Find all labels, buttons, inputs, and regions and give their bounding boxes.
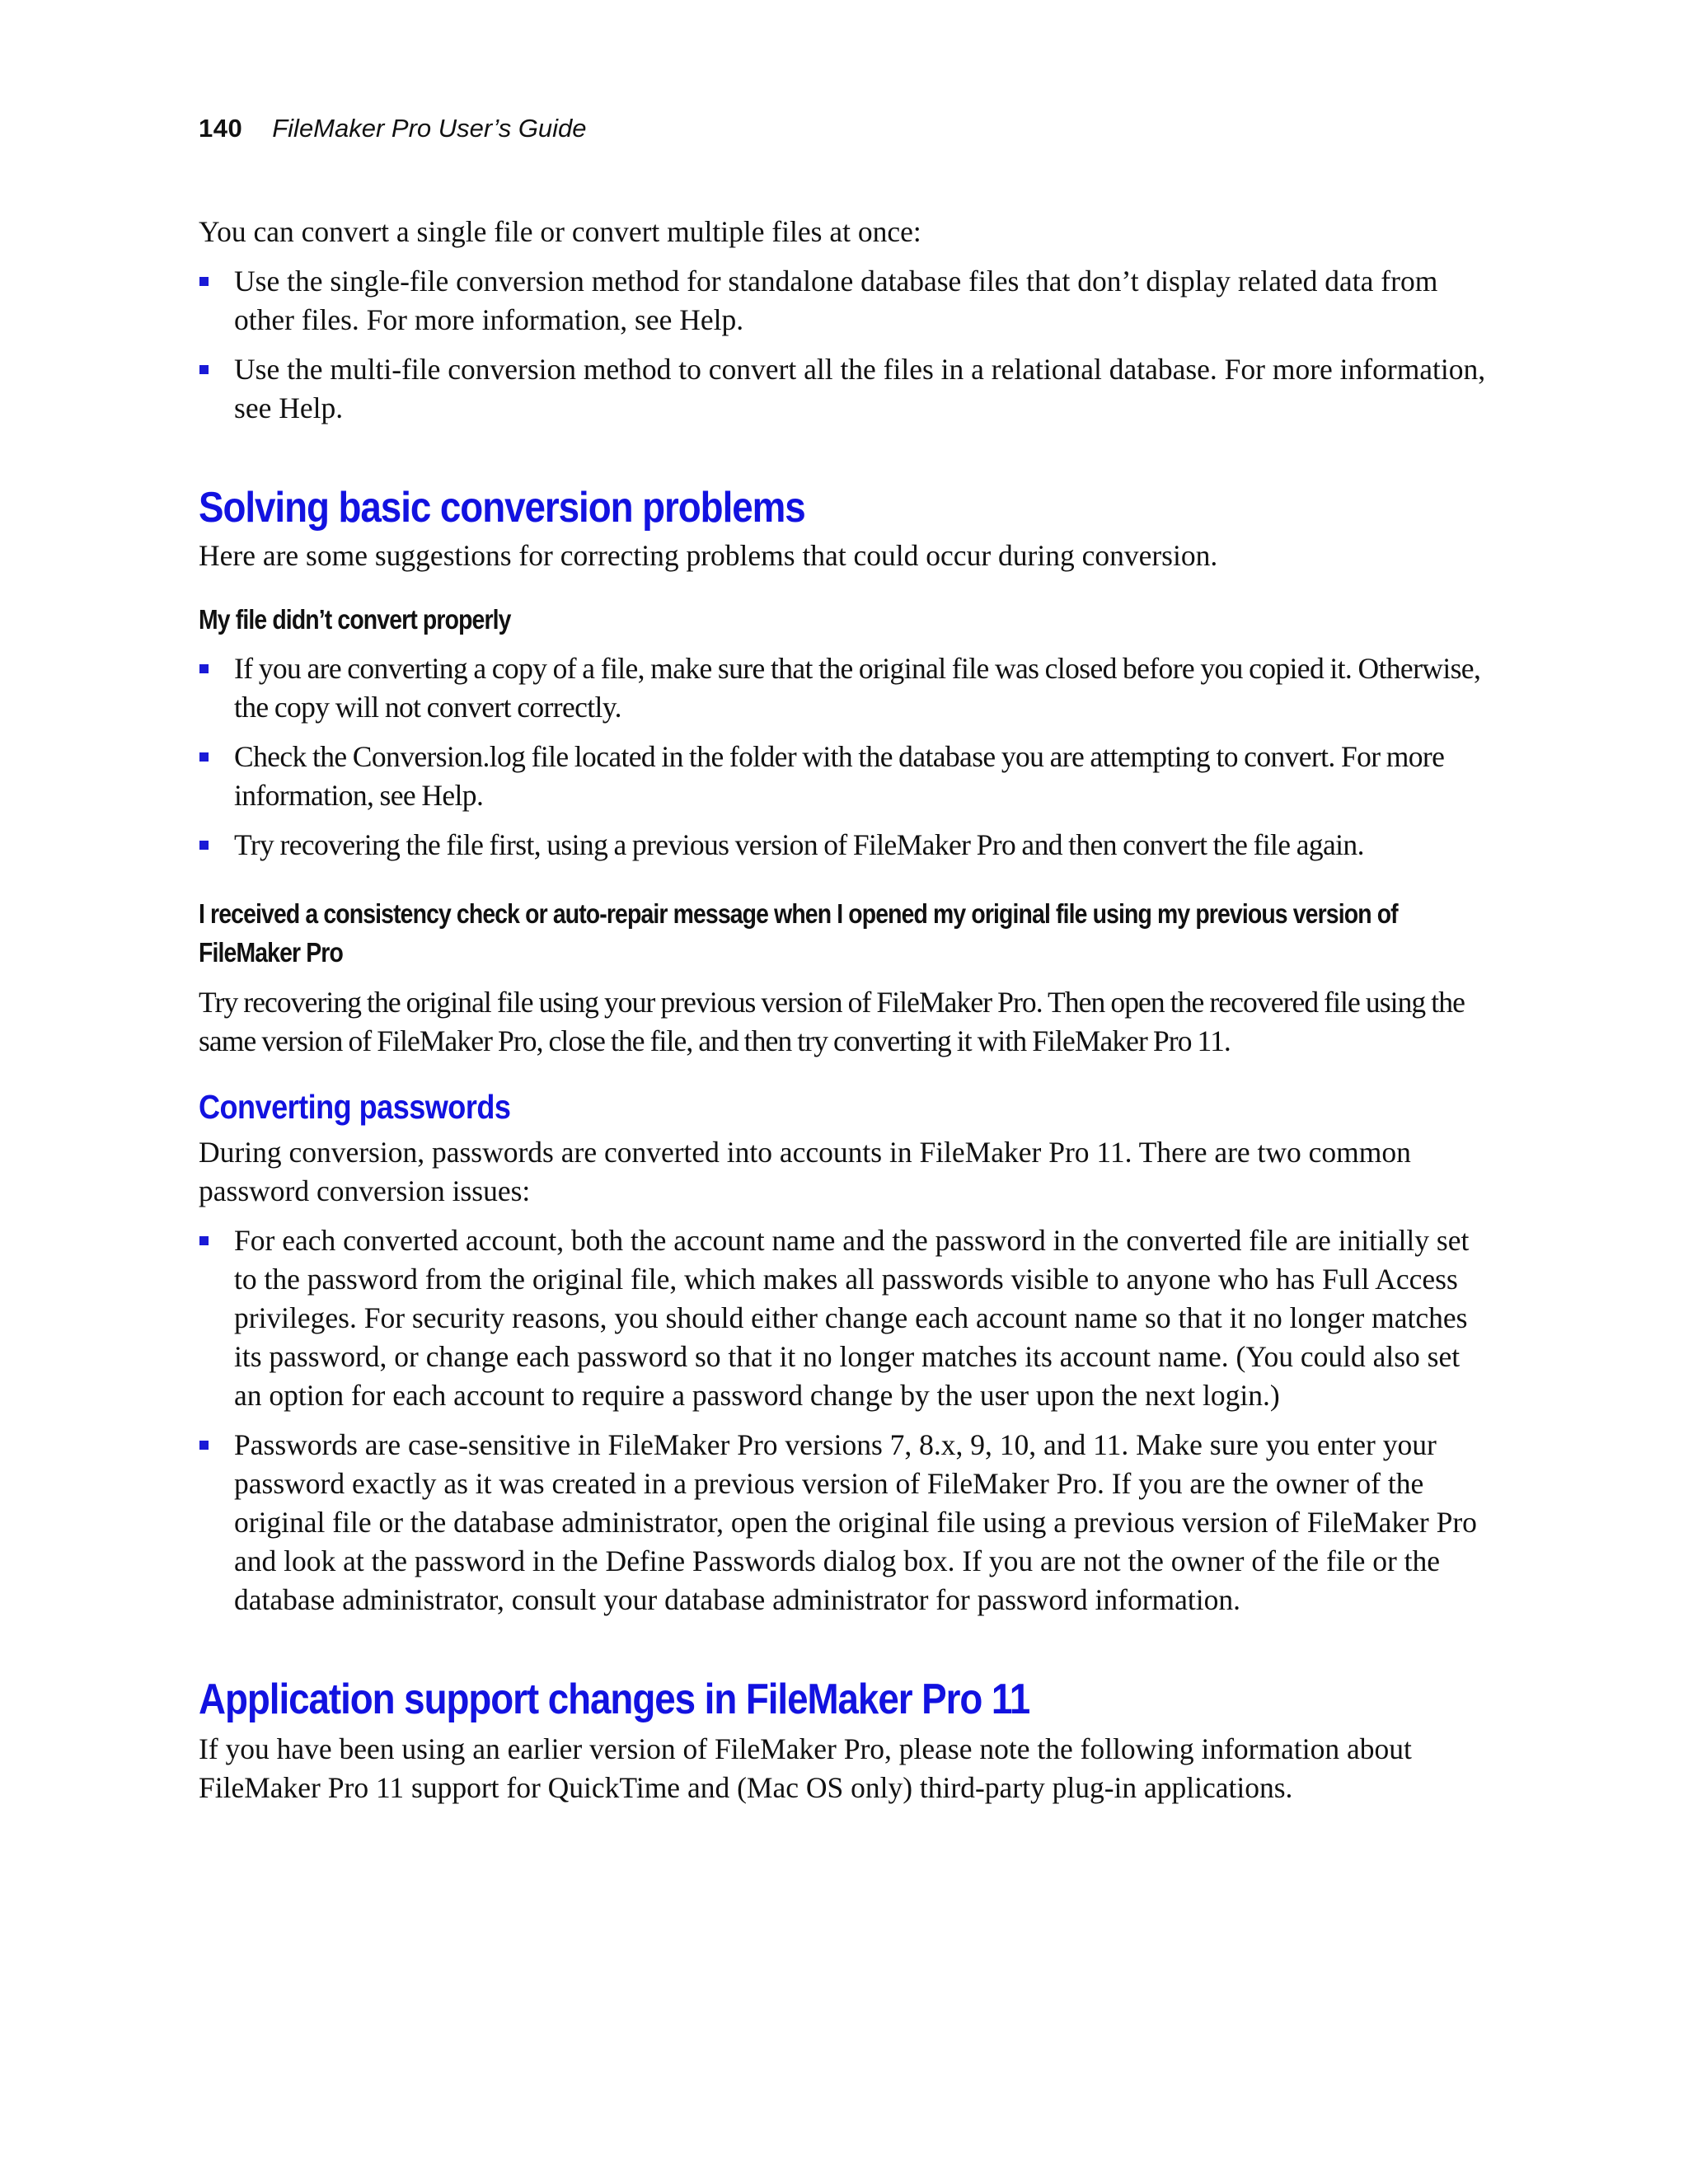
solving-intro-paragraph: Here are some suggestions for correcting problems that could occur during conversion. bbox=[199, 539, 1218, 572]
book-title: FileMaker Pro User’s Guide bbox=[272, 114, 587, 143]
page-number: 140 bbox=[199, 114, 243, 143]
square-bullet-icon bbox=[199, 664, 209, 673]
list-item bbox=[199, 826, 1493, 865]
list-item-text: Use the multi-file conversion method to convert all the files in a relational database. For more information, see Help. bbox=[234, 353, 1486, 424]
section-heading-app-support: Application support changes in FileMaker Pro 11 bbox=[199, 1675, 1030, 1723]
passwords-bullet-list bbox=[199, 1221, 1493, 1619]
file-convert-bullet-list bbox=[199, 649, 1493, 865]
square-bullet-icon bbox=[199, 752, 209, 762]
square-bullet-icon bbox=[199, 365, 209, 374]
list-item-text: Try recovering the file first, using a previous version of FileMaker Pro and then convert the file again. bbox=[234, 828, 1364, 861]
subheading-file-didnt-convert: My file didn’t convert properly bbox=[199, 604, 511, 635]
list-item-text: For each converted account, both the account name and the password in the converted file are initially set to the password from the original file, which makes all passwords visible to anyone who has Full Access privileges. For security reasons, you should either change each account name so that it no longer matches its password, or change each password so that it no longer matches its account name. (You could also set an option for each account to require a password change by the user upon the next login.) bbox=[234, 1224, 1470, 1412]
passwords-intro-paragraph: During conversion, passwords are converted into accounts in FileMaker Pro 11. There are two common password conversion issues: bbox=[199, 1136, 1411, 1207]
intro-bullet-list bbox=[199, 262, 1493, 428]
square-bullet-icon bbox=[199, 841, 209, 850]
list-item-text: Passwords are case-sensitive in FileMaker Pro versions 7, 8.x, 9, 10, and 11. Make sure you enter your password exactly as it was created in a previous version of FileMaker Pro. If you are the owner of the original file or the database administrator, open the original file using a previous version of FileMaker Pro and look at the password in the Define Passwords dialog box. If you are not the owner of the file or the database administrator, consult your database administrator for password information. bbox=[234, 1428, 1477, 1616]
list-item bbox=[199, 649, 1493, 727]
list-item bbox=[199, 1221, 1493, 1415]
subheading-consistency-check: I received a consistency check or auto-repair message when I opened my original file using my previous version of FileMaker Pro bbox=[199, 898, 1398, 968]
list-item-text: Check the Conversion.log file located in the folder with the database you are attempting to convert. For more information, see Help. bbox=[234, 740, 1445, 812]
square-bullet-icon bbox=[199, 1236, 209, 1245]
section-heading-passwords: Converting passwords bbox=[199, 1088, 511, 1126]
page-content bbox=[199, 213, 1493, 1807]
list-item bbox=[199, 1426, 1493, 1619]
list-item-text: If you are converting a copy of a file, make sure that the original file was closed before you copied it. Otherwise, the copy will not convert correctly. bbox=[234, 652, 1481, 724]
list-item bbox=[199, 350, 1493, 428]
square-bullet-icon bbox=[199, 1441, 209, 1450]
running-header bbox=[199, 114, 587, 155]
square-bullet-icon bbox=[199, 277, 209, 286]
section-heading-solving: Solving basic conversion problems bbox=[199, 484, 805, 532]
app-support-paragraph: If you have been using an earlier version of FileMaker Pro, please note the following information about FileMaker Pro 11 support for QuickTime and (Mac OS only) third-party plug-in applications. bbox=[199, 1732, 1412, 1804]
list-item-text: Use the single-file conversion method for standalone database files that don’t display related data from other files. For more information, see Help. bbox=[234, 265, 1438, 336]
intro-paragraph: You can convert a single file or convert multiple files at once: bbox=[199, 215, 921, 248]
consistency-check-paragraph: Try recovering the original file using your previous version of FileMaker Pro. Then open the recovered file using the same version of FileMaker Pro, close the file, and then try converting it with FileMaker Pro 11. bbox=[199, 986, 1465, 1057]
list-item bbox=[199, 262, 1493, 340]
list-item bbox=[199, 738, 1493, 815]
